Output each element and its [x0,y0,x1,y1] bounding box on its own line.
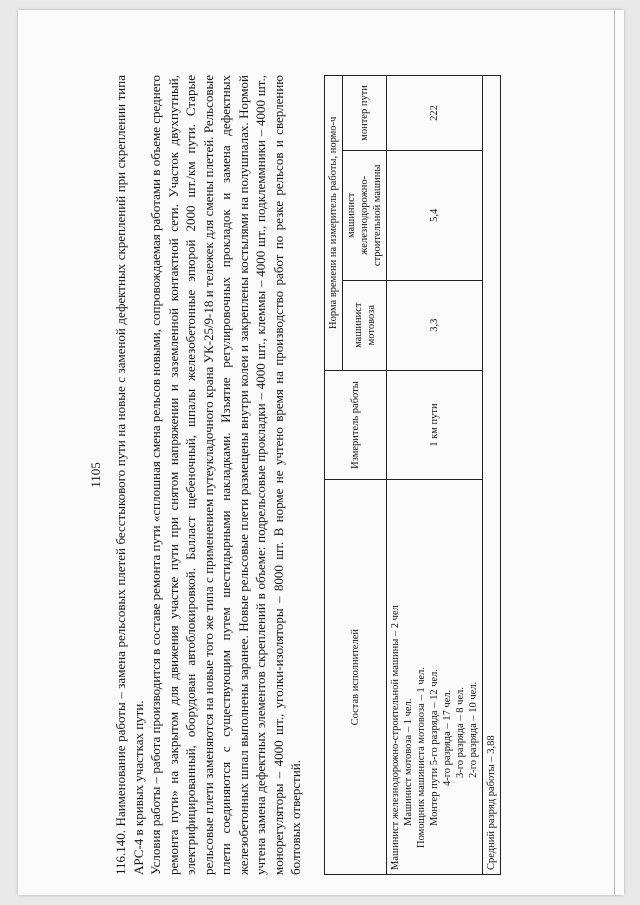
composition-line: Помощник машиниста мотовоза – 1 чел. [416,667,427,848]
norm-table [324,75,501,875]
header-col-locomotive-driver: машинист мотовоза [343,280,387,370]
value-track-fitter: 222 [387,76,483,151]
work-title-paragraph: 116.140. Наименование работы – замена рельсовых плетей бесстыкового пути на новые с заменой дефектных скреплений при скреплении типа АРС-4 в кривых участках пути. [113,75,146,875]
header-unit: Измеритель работы [325,370,387,480]
value-machine-driver: 5,4 [387,150,483,280]
composition-cell [387,480,483,875]
average-grade: Средний разряд работы – 3,88 [483,76,501,875]
value-locomotive-driver: 3,3 [387,280,483,370]
rotated-content-area [88,75,558,875]
composition-line: 4-го разряда – 17 чел. [442,689,453,786]
header-col-machine-driver: машинист железнодорожно-строительной машины [343,150,387,280]
page-number: 1105 [88,462,103,488]
composition-line: Машинист железнодорожно-строительной машины – 2 чел [390,605,401,870]
composition-line: Машинист мотовоза – 1 чел. [403,698,414,826]
document-page [18,10,624,895]
composition-line: Монтер пути 5-го разряда – 12 чел. [429,668,440,826]
work-conditions-paragraph: Условия работы – работа производится в составе ремонта пути «сплошная смена рельсов новыми, сопровождаемая работами в объеме среднего ремонта пути» на закрытом для движения участке пути при снятом напряжении и заземленной контактной сети. Участок двухпутный, электрифицированный, оборудован автоблокировкой. Балласт щебеночный, шпалы железобетонные эпюрой 2000 шт./км пути. Старые рельсовые плети заменяются на новые того же типа с применением путеукладочного крана УК-25/9-18 и тележек для смены плетей. Рельсовые плети соединяются с существующим путем шестидырными накладками. Изъятие регулировочных прокладок и замена дефектных железобетонных шпал выполнены заранее. Новые рельсовые плети размещены внутри колеи и закреплены костылями на полушпалах. Нормой учтена замена дефектных элементов скреплений в объеме: подрельсовые прокладки – 4000 шт., клеммы – 4000 шт., подклеммники – 4000 шт., монорегуляторы – 4000 шт., уголки-изоляторы – 8000 шт. В норме не учтено время на производство работ по резке рельсов и сверлению болтовых отверстий. [148,75,303,875]
unit-value: 1 км пути [387,370,483,480]
composition-line: 3-го разряда – 8 чел. [455,687,466,778]
table-row [387,76,483,875]
table-header-row [325,76,343,875]
composition-line: 2-го разряда – 10 чел. [468,681,479,778]
scan-edge-line [614,10,615,895]
header-norm: Норма времени на измеритель работы, нормо-ч [325,76,343,371]
header-col-track-fitter: монтер пути [343,76,387,151]
table-footer-row [483,76,501,875]
page-content [88,75,558,875]
header-composition: Состав исполнителей [325,480,387,875]
